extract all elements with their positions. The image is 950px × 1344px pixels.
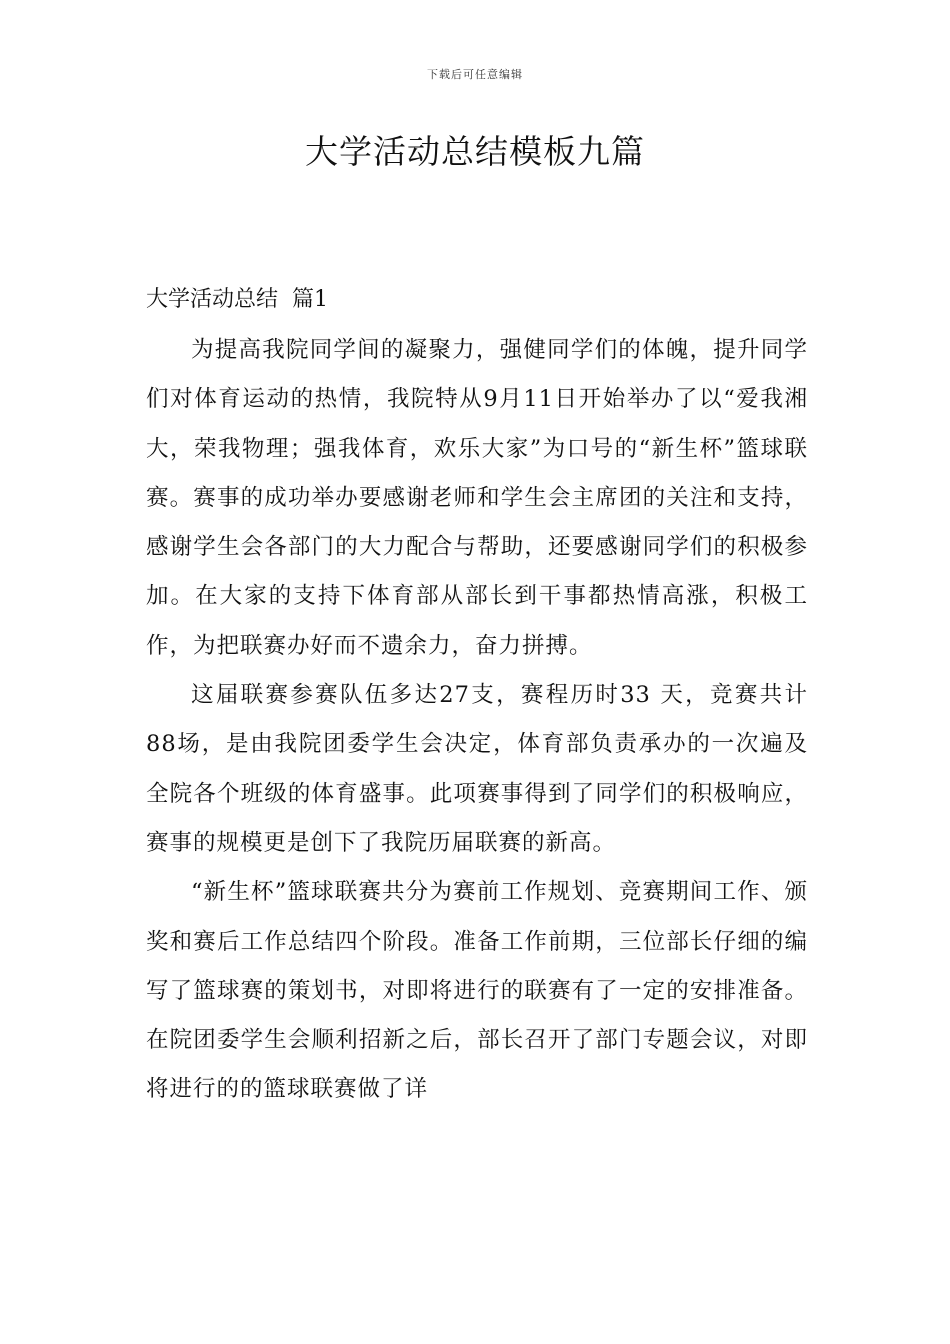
paragraph: 为提高我院同学间的凝聚力，强健同学们的体魄，提升同学们对体育运动的热情，我院特从9月11日开始举办了以“爱我湘大，荣我物理；强我体育，欢乐大家”为口号的“新生杯”篮球联赛。赛事的成功举办要感谢老师和学生会主席团的关注和支持，感谢学生会各部门的大力配合与帮助，还要感谢同学们的积极参加。在大家的支持下体育部从部长到干事都热情高涨，积极工作，为把联赛办好而不遗余力，奋力拼搏。 [146, 337, 808, 659]
document-title: 大学活动总结模板九篇 [305, 132, 645, 171]
body-text [146, 326, 808, 1115]
section-heading: 大学活动总结 篇1 [146, 287, 328, 312]
paragraph: “新生杯”篮球联赛共分为赛前工作规划、竞赛期间工作、颁奖和赛后工作总结四个阶段。准备工作前期，三位部长仔细的编写了篮球赛的策划书，对即将进行的联赛有了一定的安排准备。在院团委学生会顺利招新之后，部长召开了部门专题会议，对即将进行的的篮球联赛做了详 [146, 879, 808, 1103]
header-note: 下载后可任意编辑 [427, 68, 523, 81]
paragraph: 这届联赛参赛队伍多达27支，赛程历时33 天，竞赛共计88场，是由我院团委学生会决定，体育部负责承办的一次遍及全院各个班级的体育盛事。此项赛事得到了同学们的积极响应，赛事的规模更是创下了我院历届联赛的新高。 [146, 682, 808, 856]
